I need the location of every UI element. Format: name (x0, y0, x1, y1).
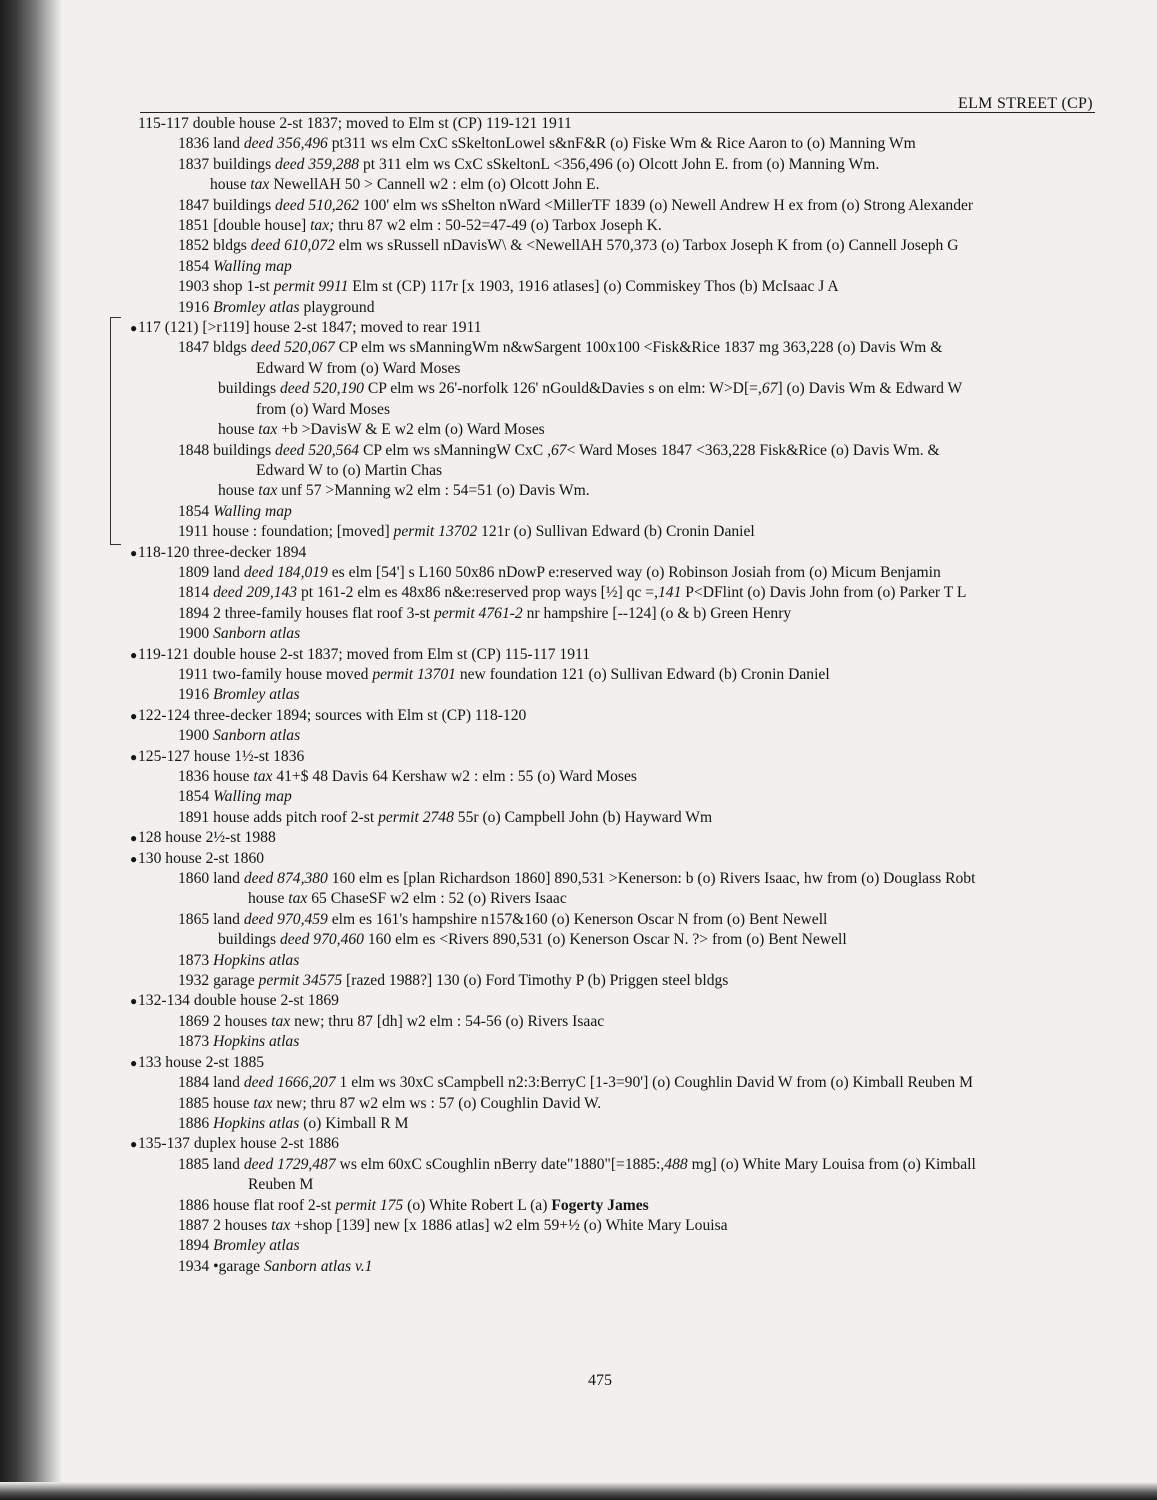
record-text: 1860 land (178, 870, 244, 888)
record-text: [razed 1988?] 130 (o) Ford Timothy P (b) Priggen steel bldgs (342, 972, 729, 990)
record-text: ws elm 60xC sCoughlin nBerry date"1880"[=1885:, (335, 1155, 665, 1173)
record-line (0, 685, 1157, 705)
record-continuation (0, 359, 1157, 379)
record-line (0, 236, 1157, 256)
source-citation: deed 520,190 (279, 380, 364, 398)
record-text: 1900 (178, 727, 214, 745)
record-text: nr hampshire [--124] (o & b) Green Henry (522, 604, 792, 622)
bullet-icon: ● (130, 994, 138, 1009)
record-text: 1903 shop 1-st (178, 278, 274, 296)
bullet-icon: ● (130, 749, 138, 764)
record-text: 133 house 2-st 1885 (138, 1053, 265, 1071)
bullet-icon: ● (130, 647, 138, 662)
record-line (0, 134, 1157, 154)
entry-heading (0, 114, 1157, 134)
record-line (0, 420, 1157, 440)
bullet-icon: ● (130, 1055, 138, 1070)
record-text: 41+$ 48 Davis 64 Kershaw w2 : elm : 55 (o) Ward Moses (272, 768, 637, 785)
record-text: 128 house 2½-st 1988 (138, 829, 276, 847)
record-text: house (218, 482, 259, 500)
source-citation: Hopkins atlas (213, 1033, 300, 1051)
entry-heading (0, 318, 1157, 338)
entry-heading (0, 645, 1157, 665)
record-line (0, 910, 1157, 930)
record-text: 1886 house flat roof 2-st (178, 1196, 336, 1214)
source-citation: tax (258, 421, 278, 439)
source-citation: Bromley atlas (213, 298, 300, 316)
record-line (0, 808, 1157, 828)
record-line (0, 1032, 1157, 1052)
source-citation: deed 874,380 (243, 870, 328, 888)
record-text: 1851 [double house] (178, 217, 311, 235)
record-line (0, 726, 1157, 746)
record-text: 1809 land (178, 563, 244, 581)
record-text: 117 (121) [>r119] house 2-st 1847; moved to rear 1911 (138, 319, 482, 337)
source-citation: Hopkins atlas (213, 951, 300, 969)
record-text: 118-120 three-decker 1894 (138, 543, 307, 561)
source-citation: tax (253, 768, 273, 785)
record-text: 1854 (178, 257, 214, 275)
record-text: 1885 house (178, 1094, 254, 1112)
record-text: (o) Kimball R M (299, 1114, 409, 1132)
source-citation: Walling map (213, 502, 292, 520)
record-line (0, 338, 1157, 358)
source-citation: permit 175 (335, 1196, 404, 1214)
source-citation: tax (271, 1216, 291, 1234)
record-text: 1911 two-family house moved (178, 665, 373, 683)
record-line (0, 665, 1157, 685)
source-citation: permit 13702 (393, 523, 478, 541)
record-text: P<DFlint (o) Davis John from (o) Parker T L (681, 584, 967, 602)
record-line (0, 889, 1157, 909)
source-citation: deed 610,072 (250, 237, 335, 255)
source-citation: Sanborn atlas (213, 727, 301, 745)
record-line (0, 583, 1157, 603)
record-text: Edward W from (o) Ward Moses (256, 359, 461, 377)
record-text: 1916 (178, 298, 214, 316)
bullet-icon: ● (130, 545, 138, 560)
record-text: pt311 ws elm CxC sSkeltonLowel s&nF&R (o) Fiske Wm & Rice Aaron to (o) Manning Wm (327, 135, 916, 153)
record-text: 1814 (178, 584, 214, 602)
source-citation: 67 (761, 380, 778, 398)
source-citation: permit 34575 (258, 972, 343, 990)
entry-heading (0, 828, 1157, 848)
source-citation: deed 970,459 (243, 910, 328, 928)
record-line (0, 379, 1157, 399)
bullet-icon: ● (130, 831, 138, 846)
record-text: pt 161-2 elm es 48x86 n&e:reserved prop ways [½] qc =, (297, 584, 658, 602)
record-text: CP elm ws sManningWm n&wSargent 100x100 <Fisk&Rice 1837 mg 363,228 (o) Davis Wm & (334, 339, 943, 357)
record-text: 1932 garage (178, 972, 259, 990)
record-line (0, 1216, 1157, 1236)
record-text: 119-121 double house 2-st 1837; moved from Elm st (CP) 115-117 1911 (138, 645, 591, 663)
record-text: buildings (218, 931, 280, 949)
record-line (0, 1155, 1157, 1175)
source-citation: Walling map (213, 257, 292, 275)
record-text: new; thru 87 w2 elm ws : 57 (o) Coughlin David W. (272, 1094, 602, 1112)
source-citation: deed 970,460 (279, 931, 364, 949)
source-citation: tax (271, 1012, 291, 1030)
record-line (0, 298, 1157, 318)
scan-bottom-edge (0, 1482, 1157, 1500)
record-text: 1891 house adds pitch roof 2-st (178, 808, 379, 826)
record-text: Reuben M (248, 1176, 314, 1194)
record-text: unf 57 >Manning w2 elm : 54=51 (o) Davis Wm. (277, 482, 590, 500)
record-line (0, 951, 1157, 971)
record-text: 1885 land (178, 1155, 244, 1173)
source-citation: Hopkins atlas (213, 1114, 300, 1132)
record-text: new foundation 121 (o) Sullivan Edward (b) Cronin Daniel (455, 665, 830, 683)
record-text: house (248, 890, 289, 908)
record-text: NewellAH 50 > Cannell w2 : elm (o) Olcott John E. (269, 176, 600, 194)
record-text: 1836 land (178, 135, 244, 153)
record-text: 1900 (178, 625, 214, 643)
record-line (0, 1012, 1157, 1032)
source-citation: permit 13701 (372, 665, 456, 683)
source-citation: 67 (550, 441, 567, 459)
record-text: from (o) Ward Moses (256, 400, 391, 418)
record-line (0, 624, 1157, 644)
record-line (0, 930, 1157, 950)
source-citation: 141 (657, 584, 682, 602)
record-text: 1848 buildings (178, 441, 276, 459)
record-line (0, 869, 1157, 889)
record-line (0, 1236, 1157, 1256)
record-text: 1884 land (178, 1074, 244, 1092)
page-number: 475 (588, 1372, 612, 1389)
record-text: 115-117 double house 2-st 1837; moved to Elm st (CP) 119-121 1911 (138, 115, 572, 132)
record-text: elm es 161's hampshire n157&160 (o) Kenerson Oscar N from (o) Bent Newell (327, 910, 828, 928)
source-citation: Sanborn atlas (213, 625, 301, 643)
entry-heading (0, 543, 1157, 563)
record-line (0, 441, 1157, 461)
source-citation: tax (253, 1094, 273, 1112)
record-text: 1911 house : foundation; [moved] (178, 523, 394, 541)
record-line (0, 767, 1157, 787)
record-text: 1887 2 houses (178, 1216, 272, 1234)
record-line (0, 1196, 1157, 1216)
record-text: CP elm ws sManningW CxC , (359, 441, 551, 459)
running-header: ELM STREET (CP) (958, 95, 1093, 112)
entry-heading (0, 991, 1157, 1011)
record-text: 122-124 three-decker 1894; sources with Elm st (CP) 118-120 (138, 706, 527, 724)
source-citation: deed 1729,487 (243, 1155, 336, 1173)
source-citation: tax (288, 890, 308, 908)
entry-heading (0, 1134, 1157, 1154)
record-text: (o) White Robert L (a) (403, 1196, 552, 1214)
record-line (0, 502, 1157, 522)
record-text: 1873 (178, 951, 214, 969)
source-citation: tax; (310, 217, 335, 235)
record-text: ] (o) Davis Wm & Edward W (777, 380, 963, 398)
record-text: 1869 2 houses (178, 1012, 272, 1030)
source-citation: permit 2748 (378, 808, 454, 826)
record-text: CP elm ws 26'-norfolk 126' nGould&Davies s on elm: W>D[=, (363, 380, 762, 398)
record-text: 1854 (178, 788, 214, 806)
source-citation: 488 (664, 1155, 688, 1173)
record-text: 1847 bldgs (178, 339, 251, 357)
record-line (0, 257, 1157, 277)
record-text: new; thru 87 [dh] w2 elm : 54-56 (o) Rivers Isaac (290, 1012, 605, 1030)
record-text: house (210, 176, 251, 194)
record-continuation (0, 1175, 1157, 1195)
page-body (0, 114, 1157, 1277)
bullet-icon: ● (130, 851, 138, 866)
source-citation: tax (250, 176, 270, 194)
record-text: 1934 •garage (178, 1257, 264, 1275)
record-text: elm ws sRussell nDavisW\ & <NewellAH 570,373 (o) Tarbox Joseph K from (o) Cannell Joseph G (334, 237, 959, 255)
record-text: 160 elm es [plan Richardson 1860] 890,531 >Kenerson: b (o) Rivers Isaac, hw from (o) Douglass Robt (327, 870, 976, 888)
record-text: +b >DavisW & E w2 elm (o) Ward Moses (277, 421, 545, 439)
record-text: 125-127 house 1½-st 1836 (138, 747, 305, 765)
record-text: Edward W to (o) Martin Chas (256, 461, 443, 479)
record-line (0, 155, 1157, 175)
record-text: 65 ChaseSF w2 elm : 52 (o) Rivers Isaac (307, 890, 567, 908)
record-text: 1854 (178, 502, 214, 520)
source-citation: deed 520,564 (275, 441, 360, 459)
record-text: < Ward Moses 1847 <363,228 Fisk&Rice (o) Davis Wm. & (566, 441, 940, 459)
record-text: buildings (218, 380, 280, 398)
entry-heading (0, 706, 1157, 726)
source-citation: Bromley atlas (213, 1237, 300, 1255)
bullet-icon: ● (130, 321, 138, 336)
record-text: 1852 bldgs (178, 237, 251, 255)
record-text: 121r (o) Sullivan Edward (b) Cronin Daniel (477, 523, 755, 541)
record-text: 1847 buildings (178, 196, 276, 214)
record-text: 1873 (178, 1033, 214, 1051)
entry-heading (0, 1053, 1157, 1073)
source-citation: deed 209,143 (213, 584, 298, 602)
record-line (0, 1114, 1157, 1134)
record-line (0, 604, 1157, 624)
entry-heading (0, 849, 1157, 869)
record-text: 1894 (178, 1237, 214, 1255)
record-line (0, 196, 1157, 216)
bullet-icon: ● (130, 708, 138, 723)
record-text: 55r (o) Campbell John (b) Hayward Wm (453, 808, 713, 826)
record-continuation (0, 400, 1157, 420)
record-text: 135-137 duplex house 2-st 1886 (138, 1135, 339, 1153)
record-line (0, 175, 1157, 195)
source-citation: deed 1666,207 (243, 1074, 336, 1092)
record-line (0, 1094, 1157, 1114)
record-text: house (218, 421, 259, 439)
source-citation: permit 9911 (273, 278, 349, 296)
emphasis-text: Fogerty James (551, 1196, 649, 1214)
record-line (0, 1257, 1157, 1277)
record-line (0, 563, 1157, 583)
bullet-icon: ● (130, 1137, 138, 1152)
record-line (0, 481, 1157, 501)
source-citation: deed 184,019 (243, 563, 328, 581)
record-line (0, 522, 1157, 542)
record-text: 130 house 2-st 1860 (138, 849, 265, 867)
source-citation: deed 356,496 (243, 135, 328, 153)
record-text: 100' elm ws sShelton nWard <MillerTF 1839 (o) Newell Andrew H ex from (o) Strong Alexander (359, 196, 974, 214)
record-line (0, 216, 1157, 236)
source-citation: Walling map (213, 788, 292, 806)
record-text: 1837 buildings (178, 155, 276, 173)
source-citation: deed 510,262 (275, 196, 360, 214)
record-text: thru 87 w2 elm : 50-52=47-49 (o) Tarbox Joseph K. (334, 217, 662, 235)
source-citation: Sanborn atlas v.1 (264, 1257, 373, 1275)
record-text: mg] (o) White Mary Louisa from (o) Kimball (687, 1155, 976, 1173)
record-text: 1836 house (178, 768, 254, 785)
record-text: 1 elm ws 30xC sCampbell n2:3:BerryC [1-3=90'] (o) Coughlin David W from (o) Kimball Reuben M (335, 1074, 973, 1092)
record-text: es elm [54'] s L160 50x86 nDowP e:reserved way (o) Robinson Josiah from (o) Micum Benjamin (327, 563, 941, 581)
entry-heading (0, 747, 1157, 767)
source-citation: Bromley atlas (213, 686, 300, 704)
record-text: 160 elm es <Rivers 890,531 (o) Kenerson Oscar N. ?> from (o) Bent Newell (363, 931, 847, 949)
record-text: 1894 2 three-family houses flat roof 3-st (178, 604, 434, 622)
record-text: 1886 (178, 1114, 214, 1132)
record-line (0, 971, 1157, 991)
record-text: pt 311 elm ws CxC sSkeltonL <356,496 (o) Olcott John E. from (o) Manning Wm. (359, 155, 880, 173)
record-text: Elm st (CP) 117r [x 1903, 1916 atlases] (o) Commiskey Thos (b) McIsaac J A (348, 278, 839, 296)
record-line (0, 277, 1157, 297)
record-text: 1865 land (178, 910, 244, 928)
source-citation: deed 520,067 (250, 339, 335, 357)
source-citation: deed 359,288 (275, 155, 360, 173)
record-continuation (0, 461, 1157, 481)
record-text: 1916 (178, 686, 214, 704)
source-citation: permit 4761-2 (433, 604, 523, 622)
record-line (0, 1073, 1157, 1093)
record-text: 132-134 double house 2-st 1869 (138, 992, 339, 1010)
record-line (0, 787, 1157, 807)
record-text: +shop [139] new [x 1886 atlas] w2 elm 59+½ (o) White Mary Louisa (290, 1216, 728, 1234)
record-text: playground (299, 298, 375, 316)
source-citation: tax (258, 482, 278, 500)
header-rule (140, 112, 1095, 113)
